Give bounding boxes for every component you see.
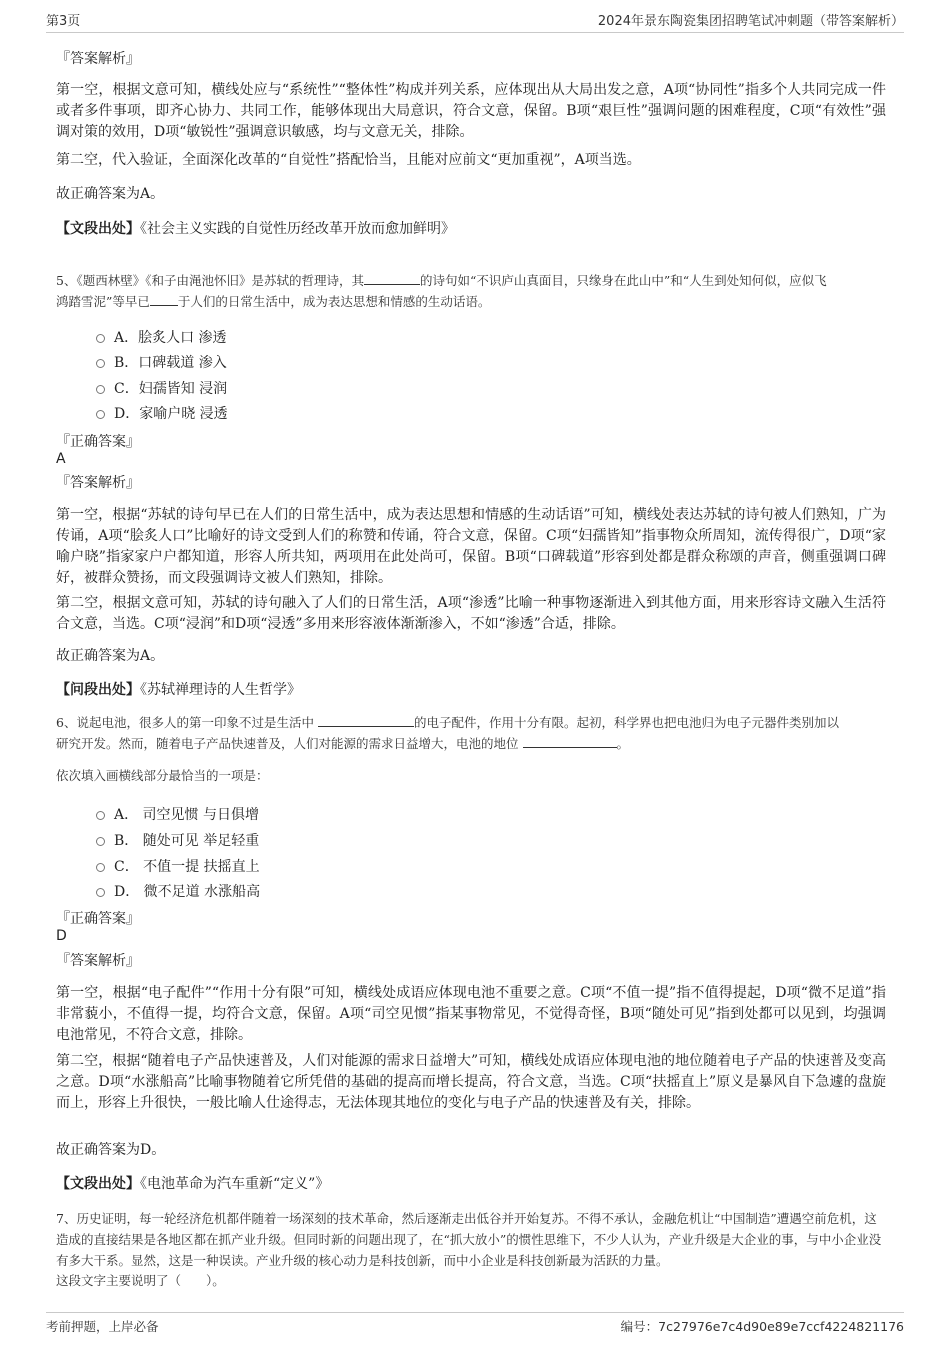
blank-line (318, 712, 414, 727)
option-b[interactable] (96, 352, 227, 372)
correct-answer-tag: 『正确答案』 (56, 434, 140, 450)
radio-icon[interactable] (96, 837, 105, 846)
question-stem (56, 270, 886, 312)
question-prompt: 这段文字主要说明了（ ）。 (56, 1273, 225, 1288)
option-label: B． 随处可见 举足轻重 (114, 833, 260, 849)
option-label: D． 微不足道 水涨船高 (114, 884, 261, 900)
document-id: 编号：7c27976e7c4d90e89e7ccf4224821176 (620, 1319, 904, 1334)
page-number: 第3页 (46, 14, 81, 29)
stem-text: 。 (616, 736, 630, 751)
stem-text: 研究开发。然而，随着电子产品快速普及，人们对能源的需求日益增大，电池的地位 (56, 736, 519, 751)
question-prompt: 依次填入画横线部分最恰当的一项是： (56, 768, 269, 783)
option-a[interactable] (96, 327, 227, 347)
radio-icon[interactable] (96, 888, 105, 897)
answer-conclusion: 故正确答案为A。 (56, 648, 165, 664)
stem-text: 的诗句如“不识庐山真面目，只缘身在此山中”和“人生到处知何似，应似飞 (419, 273, 827, 288)
correct-answer: D (56, 928, 67, 944)
analysis-tag: 『答案解析』 (56, 475, 140, 491)
radio-icon[interactable] (96, 863, 105, 872)
option-label: C．妇孺皆知 浸润 (114, 381, 228, 397)
source-label: 【文段出处】 (56, 221, 140, 237)
option-label: A． 司空见惯 与日俱增 (114, 807, 260, 823)
page-footer (46, 1312, 904, 1335)
option-label: A．脍炙人口 渗透 (114, 330, 227, 346)
stem-text: 6、说起电池，很多人的第一印象不过是生活中 (56, 715, 314, 730)
source-title: 《苏轼禅理诗的人生哲学》 (140, 682, 301, 698)
option-c[interactable] (96, 378, 227, 398)
answer-conclusion: 故正确答案为A。 (56, 186, 165, 202)
footer-slogan: 考前押题，上岸必备 (46, 1319, 159, 1334)
analysis-paragraph: 第二空，根据“随着电子产品快速普及，人们对能源的需求日益增大”可知，横线处成语应体现电池的地位随着电子产品的快速普及变高之意。D项“水涨船高”比喻事物随着它所凭借的基础的提高而增长提高，符合文意，当选。C项“扶摇直上”原义是暴风自下急遽的盘旋而上，形容上升很快，一般比喻人仕途得志，无法体现其地位的变化与电子产品的快速普及有关，排除。 (56, 1053, 886, 1111)
analysis-paragraph: 第一空，根据“苏轼的诗句早已在人们的日常生活中，成为表达思想和情感的生动话语”可知，横线处表达苏轼的诗句被人们熟知，广为传诵，A项“脍炙人口”比喻好的诗文受到人们的称赞和传诵，符合文意，保留。C项“妇孺皆知”指事物众所周知，流传得很广，D项“家喻户晓”指家家户户都知道，形容人所共知，两项用在此处尚可，保留。B项“口碑载道”形容到处都是群众称颂的声音，侧重强调口碑好，被群众赞扬，而文段强调诗文被人们熟知，排除。 (56, 507, 886, 586)
analysis-paragraph: 第一空，根据“电子配件”“作用十分有限”可知，横线处成语应体现电池不重要之意。C项“不值一提”指不值得提起，D项“微不足道”指非常藐小，不值得一提，均符合文意，保留。A项“司空见惯”指某事物常见，不觉得奇怪，B项“随处可见”指到处都可以见到，均强调电池常见，不符合文意，排除。 (56, 985, 886, 1043)
stem-text: 鸿踏雪泥”等早已 (56, 294, 150, 309)
analysis-paragraph: 第二空，代入验证，全面深化改革的“自觉性”搭配恰当，且能对应前文“更加重视”，A项当选。 (56, 152, 641, 168)
blank-line (364, 270, 420, 285)
blank-line (150, 291, 178, 306)
source-citation (56, 218, 886, 238)
analysis-paragraph: 第一空，根据文意可知，横线处应与“系统性”“整体性”构成并列关系，应体现出从大局出发之意，A项“协同性”指多个人共同完成一件或者多件事项，即齐心协力、共同工作，能够体现出大局意识，符合文意，保留。B项“艰巨性”强调问题的困难程度，C项“有效性”强调对策的效用，D项“敏锐性”强调意识敏感，均与文意无关，排除。 (56, 82, 886, 140)
radio-icon[interactable] (96, 811, 105, 820)
radio-icon[interactable] (96, 385, 105, 394)
blank-line (523, 733, 617, 748)
option-a[interactable] (96, 804, 259, 824)
document-title: 2024年景东陶瓷集团招聘笔试冲刺题（带答案解析） (597, 14, 904, 29)
stem-text: 于人们的日常生活中，成为表达思想和情感的生动话语。 (177, 294, 491, 309)
option-b[interactable] (96, 830, 259, 850)
analysis-paragraph: 第二空，根据文意可知，苏轼的诗句融入了人们的日常生活，A项“渗透”比喻一种事物逐渐进入到其他方面，用来形容诗文融入生活符合文意，当选。C项“浸润”和D项“浸透”多用来形容液体渐渐渗入，不如“渗透”合适，排除。 (56, 595, 886, 632)
option-d[interactable] (96, 403, 228, 423)
option-d[interactable] (96, 881, 260, 901)
radio-icon[interactable] (96, 410, 105, 419)
source-citation (56, 679, 886, 699)
page-header (46, 10, 904, 33)
correct-answer: A (56, 451, 66, 467)
question-stem: 7、历史证明，每一轮经济危机都伴随着一场深刻的技术革命，然后逐渐走出低谷并开始复苏。不得不承认，金融危机让“中国制造”遭遇空前危机，这造成的直接结果是各地区都在抓产业升级。但同时新的问题出现了，在“抓大放小”的惯性思维下，不少人认为，产业升级是大企业的事，与中小企业没有多大干系。显然，这是一种误读。产业升级的核心动力是科技创新，而中小企业是科技创新最为活跃的力量。 (56, 1211, 882, 1268)
source-title: 《电池革命为汽车重新“定义”》 (140, 1176, 330, 1192)
option-label: D．家喻户晓 浸透 (114, 406, 228, 422)
option-c[interactable] (96, 856, 260, 876)
source-citation (56, 1173, 886, 1193)
source-title: 《社会主义实践的自觉性历经改革开放而愈加鲜明》 (140, 221, 455, 237)
stem-text: 5、《题西林壁》《和子由渑池怀旧》是苏轼的哲理诗，其 (56, 273, 364, 288)
answer-conclusion: 故正确答案为D。 (56, 1142, 166, 1158)
question-stem (56, 712, 886, 754)
analysis-tag: 『答案解析』 (56, 953, 140, 969)
radio-icon[interactable] (96, 334, 105, 343)
radio-icon[interactable] (96, 359, 105, 368)
analysis-tag: 『答案解析』 (56, 51, 140, 67)
option-label: B．口碑载道 渗入 (114, 355, 227, 371)
option-label: C． 不值一提 扶摇直上 (114, 859, 260, 875)
stem-text: 的电子配件，作用十分有限。起初，科学界也把电池归为电子元器件类别加以 (413, 715, 839, 730)
correct-answer-tag: 『正确答案』 (56, 911, 140, 927)
source-label: 【问段出处】 (56, 682, 140, 698)
source-label: 【文段出处】 (56, 1176, 140, 1192)
